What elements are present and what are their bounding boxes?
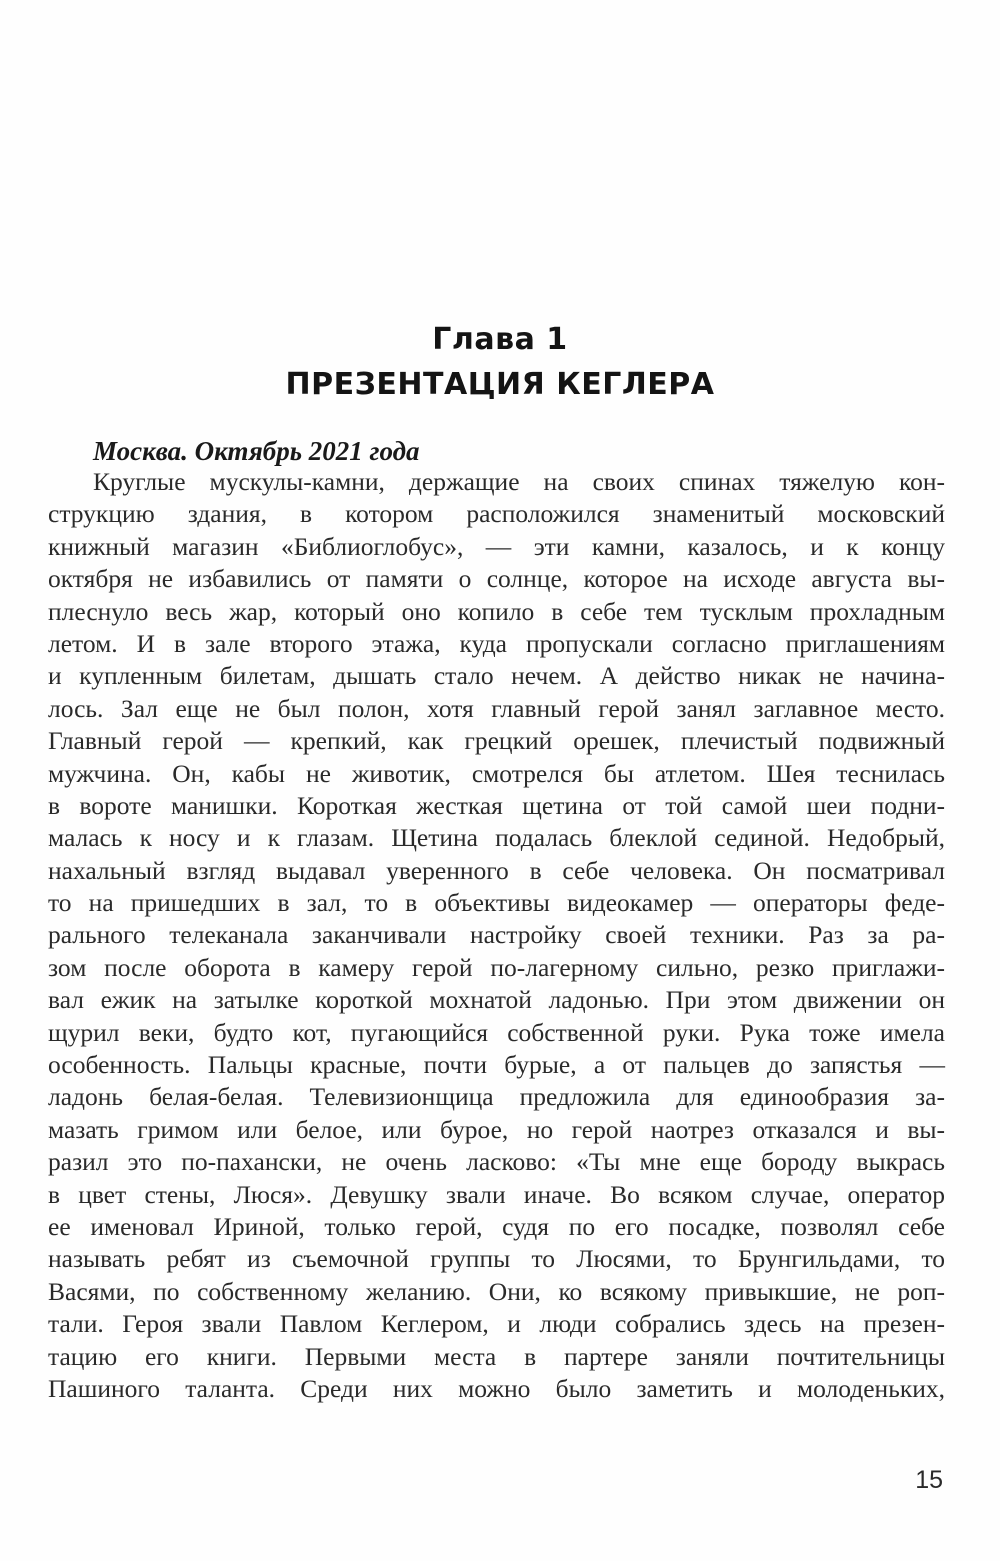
text-line: летом. И в зале второго этажа, куда пропускали согласно приглашениям (48, 628, 945, 658)
dateline: Москва. Октябрь 2021 года (93, 436, 420, 466)
text-line: плеснуло весь жар, который оно копило в себе тем тусклым прохладным (48, 596, 945, 626)
text-line: разил это по-пахански, не очень ласково: «Ты мне еще бороду выкрась (48, 1147, 945, 1177)
text-line: Главный герой — крепкий, как грецкий орешек, плечистый подвижный (48, 726, 945, 756)
text-line: тацию его книги. Первыми места в партере заняли почтительницы (48, 1341, 945, 1371)
text-line: зом после оборота в камеру герой по-лагерному сильно, резко приглажи- (48, 952, 945, 982)
text-line: Васями, по собственному желанию. Они, ко всякому привыкшие, не роп- (48, 1276, 945, 1306)
text-line: книжный магазин «Библиоглобус», — эти камни, казалось, и к концу (48, 531, 945, 561)
text-line: в цвет стены, Люся». Девушку звали иначе. Во всяком случае, оператор (48, 1179, 945, 1209)
page-number: 15 (915, 1466, 943, 1494)
text-line: то на пришедших в зал, то в объективы видеокамер — операторы феде- (48, 888, 945, 918)
text-line: называть ребят из съемочной группы то Люсями, то Брунгильдами, то (48, 1244, 945, 1274)
text-line: малась к носу и к глазам. Щетина подалась блеклой сединой. Недобрый, (48, 823, 945, 853)
text-line: и купленным билетам, дышать стало нечем. А действо никак не начина- (48, 661, 945, 691)
chapter-number: Глава 1 (432, 322, 568, 357)
text-line: в вороте манишки. Короткая жесткая щетина от той самой шеи подни- (48, 790, 945, 820)
text-line: щурил веки, будто кот, пугающийся собственной руки. Рука тоже имела (48, 1017, 945, 1047)
text-line: мужчина. Он, кабы не животик, смотрелся бы атлетом. Шея теснилась (48, 758, 945, 788)
text-line: нахальный взгляд выдавал уверенного в себе человека. Он посматривал (48, 855, 945, 885)
body-paragraph (48, 466, 945, 1405)
text-line: вал ежик на затылке короткой мохнатой ладонью. При этом движении он (48, 985, 945, 1015)
text-line: ее именовал Ириной, только герой, судя по его посадке, позволял себе (48, 1211, 945, 1241)
text-line: октября не избавились от памяти о солнце, которое на исходе августа вы- (48, 564, 945, 594)
text-line: ладонь белая-белая. Телевизионщица предложила для единообразия за- (48, 1082, 945, 1112)
text-line: рального телеканала заканчивали настройку своей техники. Раз за ра- (48, 920, 945, 950)
chapter-title: ПРЕЗЕНТАЦИЯ КЕГЛЕРА (285, 367, 715, 402)
text-line: мазать гримом или белое, или бурое, но герой наотрез отказался и вы- (48, 1114, 945, 1144)
text-line: лось. Зал еще не был полон, хотя главный герой занял заглавное место. (48, 693, 945, 723)
text-line: тали. Героя звали Павлом Кеглером, и люди собрались здесь на презен- (48, 1309, 945, 1339)
text-line: струкцию здания, в котором расположился знаменитый московский (48, 499, 945, 529)
text-line: особенность. Пальцы красные, почти бурые, а от пальцев до запястья — (48, 1050, 945, 1080)
text-line: Пашиного таланта. Среди них можно было заметить и молоденьких, (48, 1373, 945, 1403)
text-line: Круглые мускулы-камни, держащие на своих спинах тяжелую кон- (93, 467, 945, 496)
